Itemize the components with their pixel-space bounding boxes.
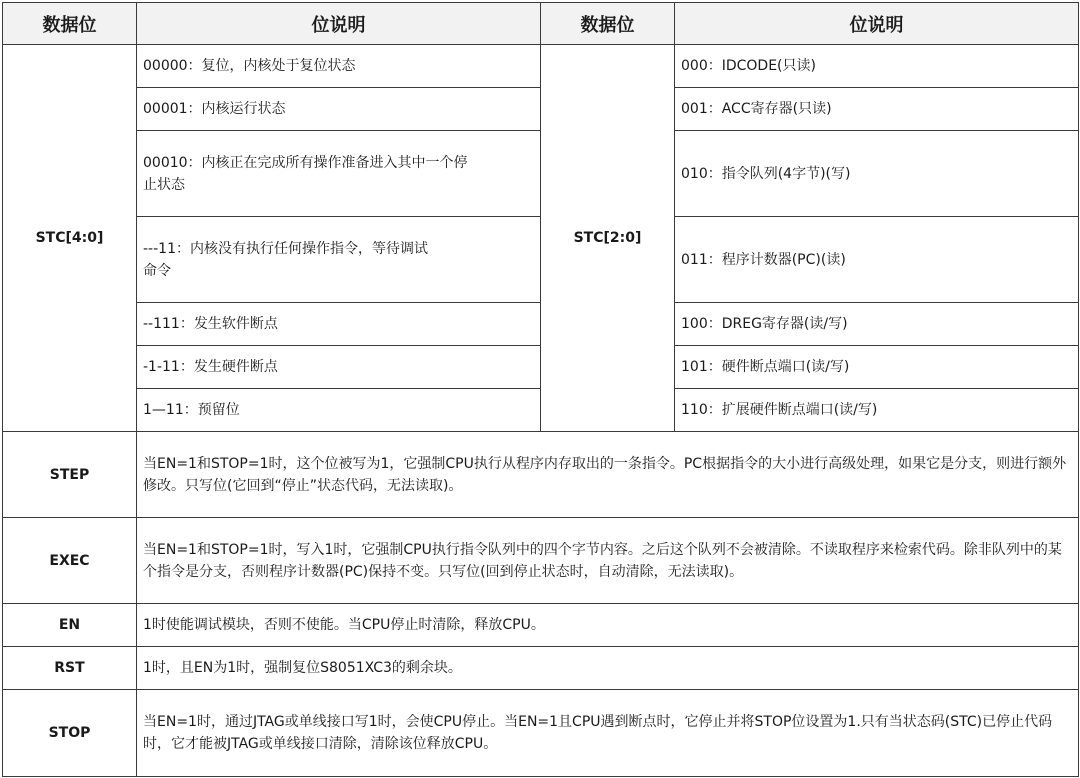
rst-key: RST <box>3 647 137 690</box>
stc-right-item: 101：硬件断点端口(读/写) <box>675 346 1079 389</box>
stc-right-item: 000：IDCODE(只读) <box>675 45 1079 88</box>
register-bit-table <box>2 2 1079 777</box>
table-row <box>3 690 1079 777</box>
en-key: EN <box>3 604 137 647</box>
stc-4-0-key: STC[4:0] <box>3 45 137 432</box>
header-bit-field-2: 数据位 <box>541 3 675 45</box>
step-description: 当EN=1和STOP=1时，这个位被写为1，它强制CPU执行从程序内存取出的一条指令。PC根据指令的大小进行高级处理，如果它是分支，则进行额外修改。只写位(它回到“停止”状态代码，无法读取)。 <box>137 432 1079 518</box>
stc-left-item: 00001：内核运行状态 <box>137 88 541 131</box>
header-bit-description: 位说明 <box>137 3 541 45</box>
step-key: STEP <box>3 432 137 518</box>
exec-description: 当EN=1和STOP=1时，写入1时，它强制CPU执行指令队列中的四个字节内容。之后这个队列不会被清除。不读取程序来检索代码。除非队列中的某个指令是分支，否则程序计数器(PC)保持不变。只写位(回到停止状态时，自动清除，无法读取)。 <box>137 518 1079 604</box>
stc-right-item: 001：ACC寄存器(只读) <box>675 88 1079 131</box>
stc-right-item: 010：指令队列(4字节)(写) <box>675 131 1079 217</box>
stc-left-item: 1—11：预留位 <box>137 389 541 432</box>
stc-right-item: 110：扩展硬件断点端口(读/写) <box>675 389 1079 432</box>
stc-2-0-key: STC[2:0] <box>541 45 675 432</box>
stc-right-item: 011：程序计数器(PC)(读) <box>675 217 1079 303</box>
stc-right-item: 100：DREG寄存器(读/写) <box>675 303 1079 346</box>
stc-left-item: 00000：复位，内核处于复位状态 <box>137 45 541 88</box>
stc-left-item: ---11：内核没有执行任何操作指令，等待调试命令 <box>137 217 541 303</box>
table-row <box>3 604 1079 647</box>
exec-key: EXEC <box>3 518 137 604</box>
table-row <box>3 647 1079 690</box>
table-row <box>3 45 1079 88</box>
header-bit-field: 数据位 <box>3 3 137 45</box>
stc-left-item: 00010：内核正在完成所有操作准备进入其中一个停止状态 <box>137 131 541 217</box>
stop-key: STOP <box>3 690 137 777</box>
table-row <box>3 518 1079 604</box>
stc-left-item: --111：发生软件断点 <box>137 303 541 346</box>
table-header-row <box>3 3 1079 45</box>
header-bit-description-2: 位说明 <box>675 3 1079 45</box>
en-description: 1时使能调试模块，否则不使能。当CPU停止时清除，释放CPU。 <box>137 604 1079 647</box>
stc-left-item: -1-11：发生硬件断点 <box>137 346 541 389</box>
rst-description: 1时，且EN为1时，强制复位S8051XC3的剩余块。 <box>137 647 1079 690</box>
table-row <box>3 432 1079 518</box>
stop-description: 当EN=1时，通过JTAG或单线接口写1时，会使CPU停止。当EN=1且CPU遇到断点时，它停止并将STOP位设置为1.只有当状态码(STC)已停止代码时，它才能被JTAG或单线接口清除，清除该位释放CPU。 <box>137 690 1079 777</box>
